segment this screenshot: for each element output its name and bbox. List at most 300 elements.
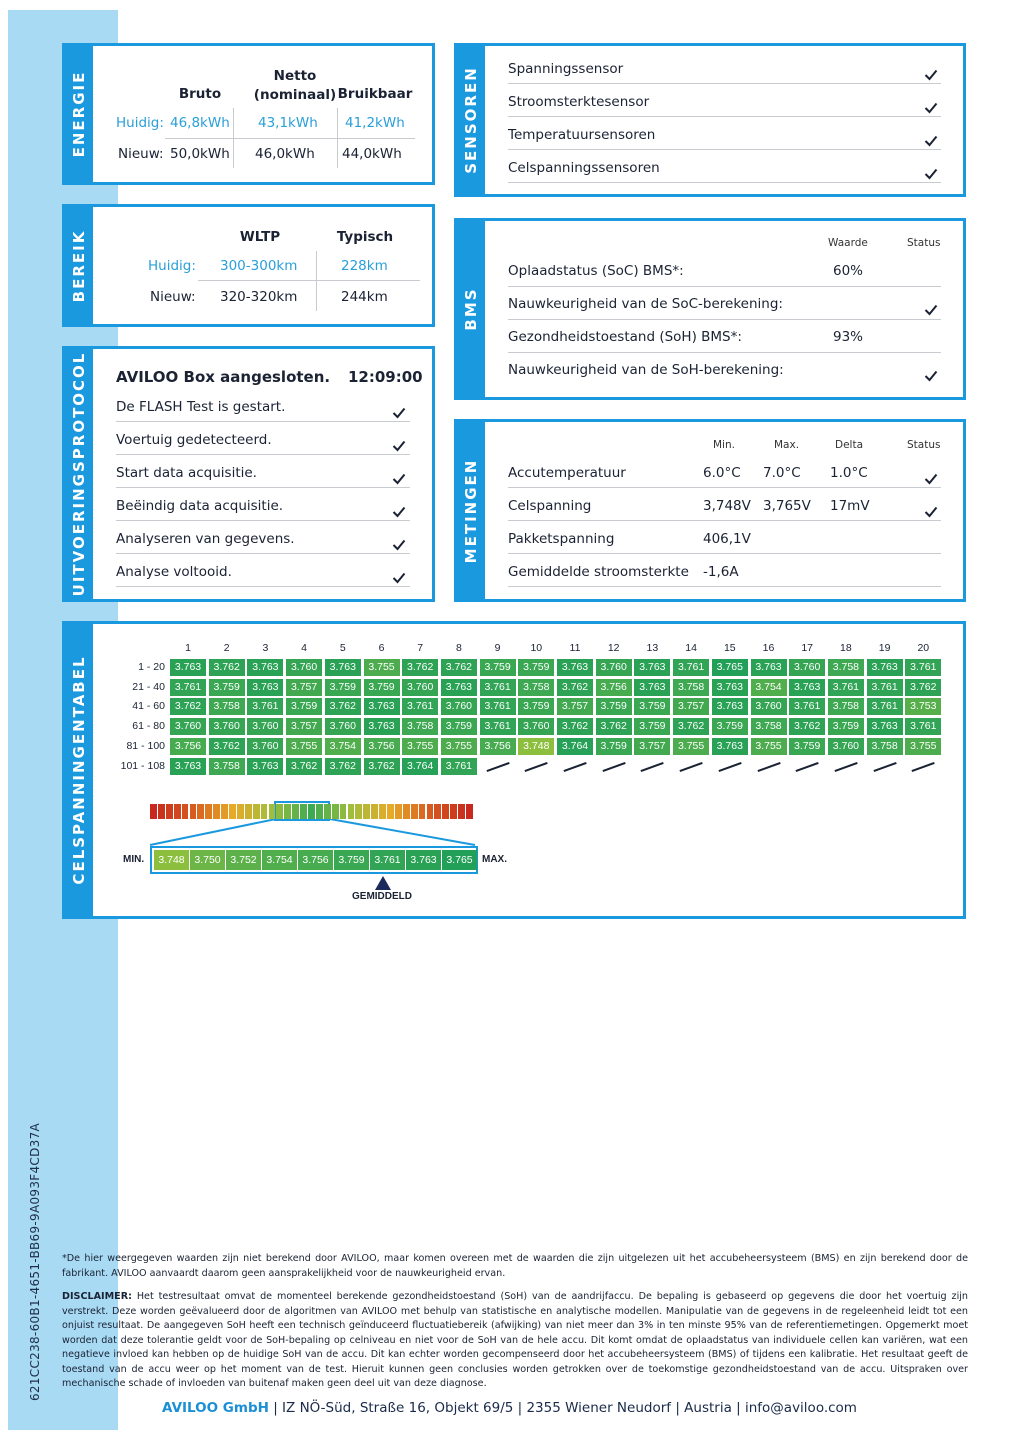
huidig-netto: 43,1kWh	[258, 115, 318, 131]
cell-voltage: 3.760	[441, 698, 477, 715]
celtabel-tab	[65, 624, 93, 916]
cell-voltage: 3.760	[596, 659, 632, 676]
cell-voltage: 3.757	[557, 698, 593, 715]
column-header: 8	[455, 642, 462, 654]
empty-cell-mark	[873, 761, 896, 771]
divider	[508, 286, 941, 287]
column-header: 3	[262, 642, 269, 654]
gradient-segment	[419, 804, 426, 819]
empty-cell-mark	[796, 761, 819, 771]
sensor-item: Temperatuursensoren	[508, 127, 656, 143]
cell-voltage: 3.757	[634, 738, 670, 755]
metingen-panel	[454, 419, 966, 602]
col-netto: Netto (nominaal)	[253, 68, 337, 103]
document-id: 621CC238-60B1-4651-BB69-9A093F4CD37A	[28, 1122, 42, 1402]
cell-voltage: 3.763	[441, 679, 477, 696]
scale-cell: 3.756	[298, 850, 333, 870]
cell-voltage: 3.761	[480, 718, 516, 735]
gradient-segment	[253, 804, 260, 819]
cell-voltage: 3.758	[209, 698, 245, 715]
energie-panel	[62, 43, 435, 185]
gradient-segment	[284, 804, 291, 819]
cell-voltage: 3.761	[867, 698, 903, 715]
gradient-segment	[442, 804, 449, 819]
column-header: 9	[494, 642, 501, 654]
cell-voltage: 3.763	[634, 679, 670, 696]
cell-voltage: 3.759	[209, 679, 245, 696]
column-header: 5	[339, 642, 346, 654]
cell-voltage: 3.763	[634, 659, 670, 676]
cell-voltage: 3.762	[557, 679, 593, 696]
footer-address	[0, 1400, 1019, 1416]
meting-min: -1,6A	[703, 564, 739, 580]
divider	[508, 520, 941, 521]
cell-voltage: 3.755	[286, 738, 322, 755]
sensor-item: Stroomsterktesensor	[508, 94, 650, 110]
col-bruto: Bruto	[178, 86, 222, 102]
gradient-segment	[237, 804, 244, 819]
col-status: Status	[907, 439, 941, 451]
cell-voltage: 3.761	[247, 698, 283, 715]
scale-cell: 3.763	[406, 850, 441, 870]
sensor-item: Celspanningssensoren	[508, 160, 660, 176]
row-header: 1 - 20	[138, 661, 165, 673]
gradient-segment	[395, 804, 402, 819]
cell-voltage: 3.760	[209, 718, 245, 735]
sensoren-title: SENSOREN	[462, 66, 480, 174]
col-delta: Delta	[835, 439, 864, 451]
cell-voltage: 3.764	[402, 758, 438, 775]
cell-voltage: 3.763	[364, 698, 400, 715]
sensoren-tab	[457, 46, 485, 194]
footnote: *De hier weergegeven waarden zijn niet berekend door AVILOO, maar komen overeen met de waarden die zijn uitgelezen uit het accubeheersysteem (BMS) en zijn berekend door de fabrikant. AVILOO aanvaardt daarom geen aansprakelijkheid voor de nauwkeurigheid ervan.	[62, 1253, 968, 1279]
disclaimer	[62, 1290, 968, 1392]
cell-voltage: 3.758	[751, 718, 787, 735]
col-max: Max.	[774, 439, 800, 451]
cell-voltage: 3.759	[828, 718, 864, 735]
cell-voltage: 3.759	[634, 698, 670, 715]
cell-voltage: 3.759	[712, 718, 748, 735]
cell-voltage: 3.760	[402, 679, 438, 696]
meting-delta: 17mV	[830, 498, 870, 514]
cell-voltage: 3.762	[209, 659, 245, 676]
gradient-segment	[292, 804, 299, 819]
column-header: 17	[801, 642, 814, 654]
cell-voltage: 3.762	[441, 659, 477, 676]
column-header: 4	[301, 642, 308, 654]
cell-voltage: 3.761	[441, 758, 477, 775]
meting-min: 406,1V	[703, 531, 751, 547]
col-status: Status	[907, 237, 941, 249]
cell-voltage: 3.759	[325, 679, 361, 696]
cell-voltage: 3.761	[867, 679, 903, 696]
cell-voltage: 3.757	[673, 698, 709, 715]
cell-voltage: 3.759	[364, 679, 400, 696]
protocol-title: UITVOERINGSPROTOCOL	[70, 351, 88, 597]
cell-voltage: 3.763	[170, 659, 206, 676]
disclaimer-label: DISCLAIMER:	[62, 1291, 132, 1302]
nieuw-label: Nieuw:	[150, 289, 196, 305]
cell-voltage: 3.763	[170, 758, 206, 775]
cell-voltage: 3.756	[364, 738, 400, 755]
gradient-segment	[205, 804, 212, 819]
scale-cell: 3.761	[370, 850, 405, 870]
cell-voltage: 3.760	[751, 698, 787, 715]
cell-voltage: 3.762	[402, 659, 438, 676]
bms-row-label: Nauwkeurigheid van de SoC-berekening:	[508, 296, 783, 312]
divider	[508, 182, 941, 183]
protocol-step: Voertuig gedetecteerd.	[116, 432, 272, 448]
divider	[116, 586, 410, 587]
cell-voltage: 3.765	[712, 659, 748, 676]
column-header: 19	[878, 642, 891, 654]
cell-voltage: 3.761	[480, 679, 516, 696]
cell-voltage: 3.761	[828, 679, 864, 696]
divider	[508, 116, 941, 117]
divider	[508, 149, 941, 150]
cell-voltage: 3.761	[480, 698, 516, 715]
divider	[233, 108, 234, 168]
empty-cell-mark	[563, 761, 586, 771]
empty-cell-mark	[641, 761, 664, 771]
check-icon	[924, 470, 938, 482]
column-header: 2	[223, 642, 230, 654]
check-icon	[392, 404, 406, 416]
gradient-segment	[197, 804, 204, 819]
cell-voltage: 3.762	[325, 698, 361, 715]
footer-brand: AVILOO GmbH	[162, 1400, 269, 1416]
cell-voltage: 3.761	[673, 659, 709, 676]
divider	[337, 108, 338, 168]
scale-cell: 3.765	[442, 850, 477, 870]
cell-voltage: 3.760	[828, 738, 864, 755]
column-header: 6	[378, 642, 385, 654]
col-bruikbaar: Bruikbaar	[337, 86, 413, 102]
cell-voltage: 3.755	[364, 659, 400, 676]
protocol-step: De FLASH Test is gestart.	[116, 399, 286, 415]
gradient-segment	[340, 804, 347, 819]
cell-voltage: 3.763	[751, 659, 787, 676]
cell-voltage: 3.761	[905, 659, 941, 676]
bms-panel	[454, 218, 966, 400]
gradient-segment	[450, 804, 457, 819]
cell-voltage: 3.761	[402, 698, 438, 715]
cell-voltage: 3.758	[402, 718, 438, 735]
protocol-time: 12:09:00	[348, 368, 423, 386]
cell-voltage: 3.760	[247, 738, 283, 755]
nieuw-netto: 46,0kWh	[255, 146, 315, 162]
scale-max-label: MAX.	[482, 854, 507, 865]
metingen-title: METINGEN	[462, 458, 480, 563]
cell-voltage: 3.761	[905, 718, 941, 735]
column-header: 1	[185, 642, 191, 654]
meting-label: Celspanning	[508, 498, 592, 514]
nieuw-bruikbaar: 44,0kWh	[342, 146, 402, 162]
cell-voltage: 3.760	[247, 718, 283, 735]
cell-voltage: 3.763	[364, 718, 400, 735]
cell-voltage: 3.763	[557, 659, 593, 676]
protocol-step: Beëindig data acquisitie.	[116, 498, 284, 514]
nieuw-bruto: 50,0kWh	[170, 146, 230, 162]
cell-voltage: 3.763	[712, 698, 748, 715]
bms-title: BMS	[462, 287, 480, 331]
sensor-item: Spanningssensor	[508, 61, 624, 77]
empty-cell-mark	[602, 761, 625, 771]
huidig-bruto: 46,8kWh	[170, 115, 230, 131]
cell-voltage: 3.762	[209, 738, 245, 755]
meting-min: 6.0°C	[703, 465, 741, 481]
energie-title: ENERGIE	[70, 70, 88, 158]
celtabel-title: CELSPANNINGENTABEL	[70, 655, 88, 885]
cell-voltage: 3.759	[480, 659, 516, 676]
gradient-segment	[158, 804, 165, 819]
cell-voltage: 3.762	[673, 718, 709, 735]
cell-voltage: 3.761	[170, 679, 206, 696]
cell-voltage: 3.757	[286, 718, 322, 735]
cell-voltage: 3.760	[325, 718, 361, 735]
meting-label: Accutemperatuur	[508, 465, 626, 481]
bms-tab	[457, 221, 485, 397]
cell-voltage: 3.756	[170, 738, 206, 755]
bms-row-value: 60%	[833, 263, 864, 279]
divider	[508, 487, 941, 488]
empty-cell-mark	[680, 761, 703, 771]
cell-voltage: 3.756	[480, 738, 516, 755]
column-header: 10	[530, 642, 543, 654]
col-min: Min.	[713, 439, 735, 451]
zoom-connector	[145, 819, 485, 849]
cell-voltage: 3.759	[518, 659, 554, 676]
cell-voltage: 3.762	[557, 718, 593, 735]
cell-voltage: 3.754	[325, 738, 361, 755]
cell-voltage: 3.759	[518, 698, 554, 715]
empty-cell-mark	[486, 761, 509, 771]
meting-label: Gemiddelde stroomsterkte	[508, 564, 689, 580]
huidig-typisch: 228km	[341, 258, 388, 274]
cell-voltage: 3.760	[170, 718, 206, 735]
cell-voltage: 3.755	[673, 738, 709, 755]
gradient-segment	[166, 804, 173, 819]
meting-max: 7.0°C	[763, 465, 801, 481]
scale-cell: 3.750	[190, 850, 225, 870]
bms-row-label: Oplaadstatus (SoC) BMS*:	[508, 263, 684, 279]
gradient-segment	[150, 804, 157, 819]
cell-voltage: 3.759	[286, 698, 322, 715]
cell-voltage: 3.760	[518, 718, 554, 735]
cell-voltage: 3.762	[325, 758, 361, 775]
scale-min-label: MIN.	[123, 854, 145, 865]
gradient-segment	[213, 804, 220, 819]
cell-voltage: 3.758	[828, 698, 864, 715]
cell-voltage: 3.760	[286, 659, 322, 676]
column-header: 11	[569, 642, 581, 654]
gradient-segment	[300, 804, 307, 819]
avg-marker-icon	[375, 876, 391, 890]
cell-voltage: 3.759	[634, 718, 670, 735]
cell-voltage: 3.753	[905, 698, 941, 715]
gradient-segment	[387, 804, 394, 819]
cell-voltage: 3.763	[867, 659, 903, 676]
gradient-segment	[355, 804, 362, 819]
check-icon	[924, 132, 938, 144]
column-header: 16	[762, 642, 775, 654]
cell-voltage: 3.763	[712, 738, 748, 755]
cell-voltage: 3.755	[441, 738, 477, 755]
divider	[116, 454, 410, 455]
cell-voltage: 3.763	[867, 718, 903, 735]
check-icon	[392, 536, 406, 548]
gradient-segment	[269, 804, 276, 819]
scale-cell: 3.759	[334, 850, 369, 870]
row-header: 21 - 40	[132, 680, 165, 693]
nieuw-typisch: 244km	[341, 289, 388, 305]
check-icon	[392, 470, 406, 482]
column-header: 13	[646, 642, 659, 654]
cell-voltage: 3.762	[286, 758, 322, 775]
cell-voltage: 3.763	[789, 679, 825, 696]
scale-cell: 3.752	[226, 850, 261, 870]
avg-label: GEMIDDELD	[352, 891, 412, 902]
check-icon	[924, 367, 938, 379]
meting-label: Pakketspanning	[508, 531, 615, 547]
huidig-wltp: 300-300km	[220, 258, 298, 274]
protocol-heading: AVILOO Box aangesloten.	[116, 368, 331, 386]
empty-cell-mark	[718, 761, 741, 771]
cell-voltage: 3.758	[828, 659, 864, 676]
cell-voltage: 3.758	[867, 738, 903, 755]
cell-voltage: 3.762	[170, 698, 206, 715]
divider	[508, 319, 941, 320]
footer-address-text: | IZ NÖ-Süd, Straße 16, Objekt 69/5 | 2355 Wiener Neudorf | Austria | info@aviloo.com	[268, 1400, 857, 1416]
sensoren-panel	[454, 43, 966, 197]
gradient-segment	[316, 804, 323, 819]
gradient-segment	[229, 804, 236, 819]
celtabel-panel	[62, 621, 966, 919]
bms-row-label: Nauwkeurigheid van de SoH-berekening:	[508, 362, 784, 378]
protocol-panel	[62, 346, 435, 602]
meting-delta: 1.0°C	[830, 465, 868, 481]
cell-voltage: 3.756	[596, 679, 632, 696]
gradient-segment	[308, 804, 315, 819]
check-icon	[924, 66, 938, 78]
cell-voltage: 3.755	[402, 738, 438, 755]
cell-voltage: 3.755	[751, 738, 787, 755]
gradient-segment	[174, 804, 181, 819]
gradient-segment	[411, 804, 418, 819]
cell-voltage: 3.762	[596, 718, 632, 735]
gradient-segment	[371, 804, 378, 819]
cell-voltage: 3.762	[789, 718, 825, 735]
cell-voltage: 3.748	[518, 738, 554, 755]
check-icon	[924, 503, 938, 515]
col-waarde: Waarde	[828, 237, 868, 249]
check-icon	[392, 437, 406, 449]
divider	[116, 487, 410, 488]
column-header: 7	[417, 642, 424, 654]
cell-voltage: 3.759	[596, 738, 632, 755]
gradient-segment	[466, 804, 473, 819]
gradient-segment	[348, 804, 355, 819]
cell-voltage: 3.762	[905, 679, 941, 696]
empty-cell-mark	[834, 761, 857, 771]
gradient-segment	[276, 804, 283, 819]
cell-voltage: 3.758	[209, 758, 245, 775]
scale-cell: 3.754	[262, 850, 297, 870]
divider	[508, 586, 941, 587]
empty-cell-mark	[912, 761, 935, 771]
cell-voltage: 3.754	[751, 679, 787, 696]
scale-cell: 3.748	[154, 850, 189, 870]
cell-voltage: 3.759	[441, 718, 477, 735]
gradient-segment	[379, 804, 386, 819]
cell-voltage: 3.764	[557, 738, 593, 755]
protocol-tab	[65, 349, 93, 599]
divider	[198, 280, 420, 281]
check-icon	[392, 503, 406, 515]
column-header: 18	[840, 642, 852, 654]
column-header: 12	[607, 642, 620, 654]
divider	[508, 352, 941, 353]
cell-voltage: 3.758	[673, 679, 709, 696]
divider	[116, 421, 410, 422]
row-header: 81 - 100	[126, 739, 165, 752]
divider	[508, 83, 941, 84]
cell-voltage: 3.763	[247, 758, 283, 775]
disclaimer-text: Het testresultaat omvat de momenteel berekende gezondheidstoestand (SoH) van de aandrijfaccu. De bepaling is gebaseerd op gegevens die door het voertuig zijn verstrekt. Deze worden geëvalueerd door de algoritmen van AVILOO met behulp van statistische en analytische modellen. Manipulatie van de gegevens in de regeleenheid leidt tot een onjuist resultaat. De aangegeven SoH heeft een technisch geïnduceerd fluctuatiebereik (afwijking) van niet meer dan 3% in ten minste 95% van de referentiemetingen. Opgemerkt moet worden dat deze tolerantie geldt voor de SoH-bepaling op celniveau en niet voor de SoH van de hele accu. Dit komt omdat de oplaadstatus van individuele cellen kan variëren, wat een negatieve invloed kan hebben op de huidige SoH van de accu. Dit kan echter worden gecompenseerd door het accubeheersysteem (BMS) of tijdens een kalibratie. Het resultaat geeft de toestand van de accu weer op het moment van de test. Hieruit kunnen geen conclusies worden getrokken over de toekomstige gezondheidstoestand van de accu. Uitspraken over mechanische schade of invloeden van buitenaf maken geen deel uit van deze diagnose.	[62, 1291, 968, 1389]
nieuw-label: Nieuw:	[118, 146, 164, 162]
gradient-segment	[434, 804, 441, 819]
huidig-label: Huidig:	[116, 115, 164, 131]
cell-voltage: 3.762	[364, 758, 400, 775]
gradient-segment	[261, 804, 268, 819]
cell-voltage: 3.763	[247, 679, 283, 696]
gradient-segment	[332, 804, 339, 819]
row-header: 101 - 108	[120, 759, 165, 772]
gradient-segment	[403, 804, 410, 819]
check-icon	[924, 165, 938, 177]
bereik-title: BEREIK	[70, 229, 88, 302]
cell-voltage: 3.760	[789, 659, 825, 676]
bms-row-value: 93%	[833, 329, 864, 345]
col-wltp: WLTP	[239, 229, 281, 245]
metingen-tab	[457, 422, 485, 599]
empty-cell-mark	[525, 761, 548, 771]
bms-row-label: Gezondheidstoestand (SoH) BMS*:	[508, 329, 742, 345]
divider	[508, 553, 941, 554]
gradient-segment	[427, 804, 434, 819]
bereik-panel	[62, 204, 435, 327]
meting-max: 3,765V	[763, 498, 811, 514]
gradient-segment	[245, 804, 252, 819]
huidig-bruikbaar: 41,2kWh	[345, 115, 405, 131]
column-header: 15	[723, 642, 736, 654]
gradient-segment	[221, 804, 228, 819]
nieuw-wltp: 320-320km	[220, 289, 298, 305]
divider	[316, 251, 317, 311]
energie-tab	[65, 46, 93, 182]
huidig-label: Huidig:	[148, 258, 196, 274]
column-header: 20	[917, 642, 930, 654]
divider	[116, 553, 410, 554]
cell-voltage: 3.763	[247, 659, 283, 676]
divider	[116, 520, 410, 521]
col-typisch: Typisch	[336, 229, 394, 245]
protocol-step: Start data acquisitie.	[116, 465, 257, 481]
cell-voltage: 3.758	[518, 679, 554, 696]
row-header: 41 - 60	[132, 700, 165, 713]
check-icon	[924, 99, 938, 111]
divider	[165, 138, 415, 139]
